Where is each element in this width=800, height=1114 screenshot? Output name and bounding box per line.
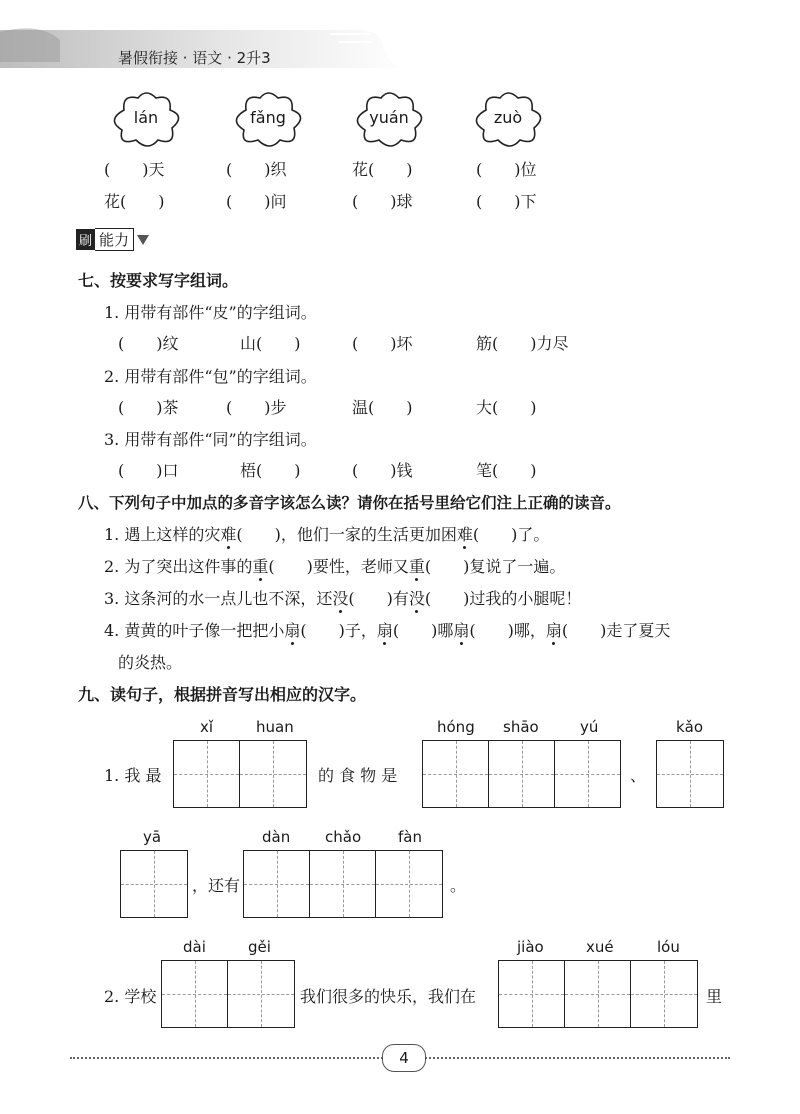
word-blank[interactable]: 山( ) (240, 334, 301, 353)
word-blank[interactable]: 笔( ) (476, 461, 537, 480)
writing-grid[interactable] (161, 960, 295, 1028)
flower-blank[interactable]: 花( ) (352, 160, 413, 179)
q2-end: 里 (706, 987, 723, 1006)
pinyin-label: fàn (398, 828, 422, 846)
section-8-title: 八、下列句子中加点的多音字该怎么读？请你在括号里给它们注上正确的读音。 (78, 494, 621, 512)
q1-end: 。 (450, 876, 467, 895)
pinyin-label: gěi (248, 938, 271, 956)
page-number: 4 (382, 1044, 426, 1072)
flower-blank[interactable]: ( )下 (476, 192, 537, 211)
flower-blank[interactable]: ( )天 (104, 160, 165, 179)
dotted-char: 扇 (545, 621, 562, 640)
pinyin-label: dài (183, 938, 206, 956)
word-blank[interactable]: 梧( ) (240, 461, 301, 480)
flower-4 (466, 90, 550, 152)
writing-cell[interactable] (489, 741, 555, 807)
writing-cell[interactable] (228, 961, 294, 1027)
flower-blank[interactable]: ( )问 (226, 192, 287, 211)
sentence-text: 2. 为了突出这件事的 (104, 557, 253, 576)
sentence-text[interactable]: ( )有 (348, 589, 409, 608)
ability-tag: 刷 (76, 229, 95, 250)
dotted-char: 难 (456, 525, 473, 544)
flower-blank[interactable]: ( )织 (226, 160, 287, 179)
word-blank[interactable]: ( )茶 (118, 398, 179, 417)
pinyin-label: xué (586, 938, 614, 956)
section-7-prompt: 1. 用带有部件“皮”的字组词。 (104, 303, 317, 322)
pinyin-label: jiào (517, 938, 544, 956)
pinyin-label: shāo (503, 718, 539, 736)
section-7-prompt: 2. 用带有部件“包”的字组词。 (104, 367, 317, 386)
q2-prefix: 2. 学校 (104, 987, 157, 1006)
section-7-title: 七、按要求写字组词。 (78, 271, 239, 290)
sentence-text[interactable]: ( )哪， (469, 621, 546, 640)
flower-pinyin: yuán (369, 108, 409, 127)
flower-pinyin: fǎng (250, 108, 286, 127)
dotted-char: 没 (408, 589, 425, 608)
sentence-1 (104, 522, 549, 545)
word-blank[interactable]: 温( ) (352, 398, 413, 417)
sentence-4-continued: 的炎热。 (118, 653, 183, 672)
pinyin-label: huan (256, 718, 294, 736)
sentence-text: 1. 遇上这样的灾 (104, 525, 221, 544)
word-blank[interactable]: ( )纹 (118, 334, 179, 353)
writing-grid[interactable] (498, 960, 698, 1028)
sentence-3 (104, 586, 581, 609)
writing-grid[interactable] (422, 740, 621, 808)
writing-grid[interactable] (243, 850, 443, 918)
flower-blank[interactable]: ( )位 (476, 160, 537, 179)
word-blank[interactable]: ( )坏 (352, 334, 413, 353)
flower-pinyin: lán (133, 108, 159, 127)
sentence-text: 3. 这条河的水一点儿也不深，还 (104, 589, 333, 608)
sentence-2 (104, 554, 565, 577)
dotted-char: 扇 (284, 621, 301, 640)
pinyin-label: xǐ (200, 718, 214, 736)
writing-cell[interactable] (376, 851, 442, 917)
q1-prefix: 1. 我 最 (104, 766, 162, 785)
triangle-down-icon (137, 235, 149, 245)
section-9-title: 九、读句子，根据拼音写出相应的汉字。 (78, 685, 367, 704)
sentence-text[interactable]: ( )了。 (472, 525, 550, 544)
writing-cell[interactable] (174, 741, 240, 807)
writing-cell[interactable] (657, 741, 723, 807)
word-blank[interactable]: ( )钱 (352, 461, 413, 480)
dotted-char: 重 (252, 557, 269, 576)
dotted-char: 扇 (453, 621, 470, 640)
flower-blank[interactable]: ( )球 (352, 192, 413, 211)
dotted-char: 没 (332, 589, 349, 608)
writing-cell[interactable] (244, 851, 310, 917)
q2-middle: 我们很多的快乐，我们在 (300, 987, 477, 1006)
writing-cell[interactable] (631, 961, 697, 1027)
writing-grid[interactable] (120, 850, 188, 918)
sentence-text[interactable]: ( )哪 (392, 621, 454, 640)
q1-middle-2: ，还有 (192, 876, 241, 895)
pinyin-label: hóng (437, 718, 475, 736)
pinyin-label: lóu (657, 938, 680, 956)
pinyin-label: yú (580, 718, 599, 736)
dotted-char: 难 (220, 525, 237, 544)
pinyin-label: dàn (262, 828, 291, 846)
flower-pinyin: zuò (493, 108, 523, 127)
writing-cell[interactable] (565, 961, 631, 1027)
sentence-text: 4. 黄黄的叶子像一把把小 (104, 621, 285, 640)
sentence-text[interactable]: ( )走了夏天 (561, 621, 671, 640)
flower-blank[interactable]: 花( ) (104, 192, 165, 211)
pinyin-label: yā (143, 828, 162, 846)
header-title: 暑假衔接 · 语文 · 2升3 (118, 49, 271, 67)
writing-cell[interactable] (310, 851, 376, 917)
writing-cell[interactable] (499, 961, 565, 1027)
sentence-4 (104, 618, 670, 641)
pinyin-label: chǎo (325, 828, 362, 846)
section-7-prompt: 3. 用带有部件“同”的字组词。 (104, 430, 317, 449)
q1-separator: 、 (630, 766, 647, 785)
writing-cell[interactable] (423, 741, 489, 807)
word-blank[interactable]: 大( ) (476, 398, 537, 417)
flower-1 (104, 90, 188, 152)
word-blank[interactable]: 筋( )力尽 (476, 334, 569, 353)
ability-label: 能力 (95, 228, 134, 251)
ability-banner (76, 228, 149, 250)
flower-2 (226, 90, 310, 152)
q1-middle: 的 食 物 是 (318, 766, 398, 785)
pinyin-label: kǎo (676, 718, 704, 736)
writing-grid[interactable] (656, 740, 724, 808)
writing-cell[interactable] (162, 961, 228, 1027)
sentence-text[interactable]: ( )子， (300, 621, 377, 640)
flower-3 (347, 90, 431, 152)
word-blank[interactable]: ( )口 (118, 461, 179, 480)
dotted-char: 扇 (376, 621, 393, 640)
writing-cell[interactable] (555, 741, 621, 807)
writing-cell[interactable] (240, 741, 306, 807)
word-blank[interactable]: ( )步 (226, 398, 287, 417)
writing-cell[interactable] (121, 851, 187, 917)
sentence-text[interactable]: ( )复说了一遍。 (424, 557, 566, 576)
sentence-text[interactable]: ( )，他们一家的生活更加困 (236, 525, 457, 544)
writing-grid[interactable] (173, 740, 307, 808)
sentence-text[interactable]: ( )过我的小腿呢！ (424, 589, 582, 608)
dotted-char: 重 (408, 557, 425, 576)
sentence-text[interactable]: ( )要性，老师又 (268, 557, 409, 576)
